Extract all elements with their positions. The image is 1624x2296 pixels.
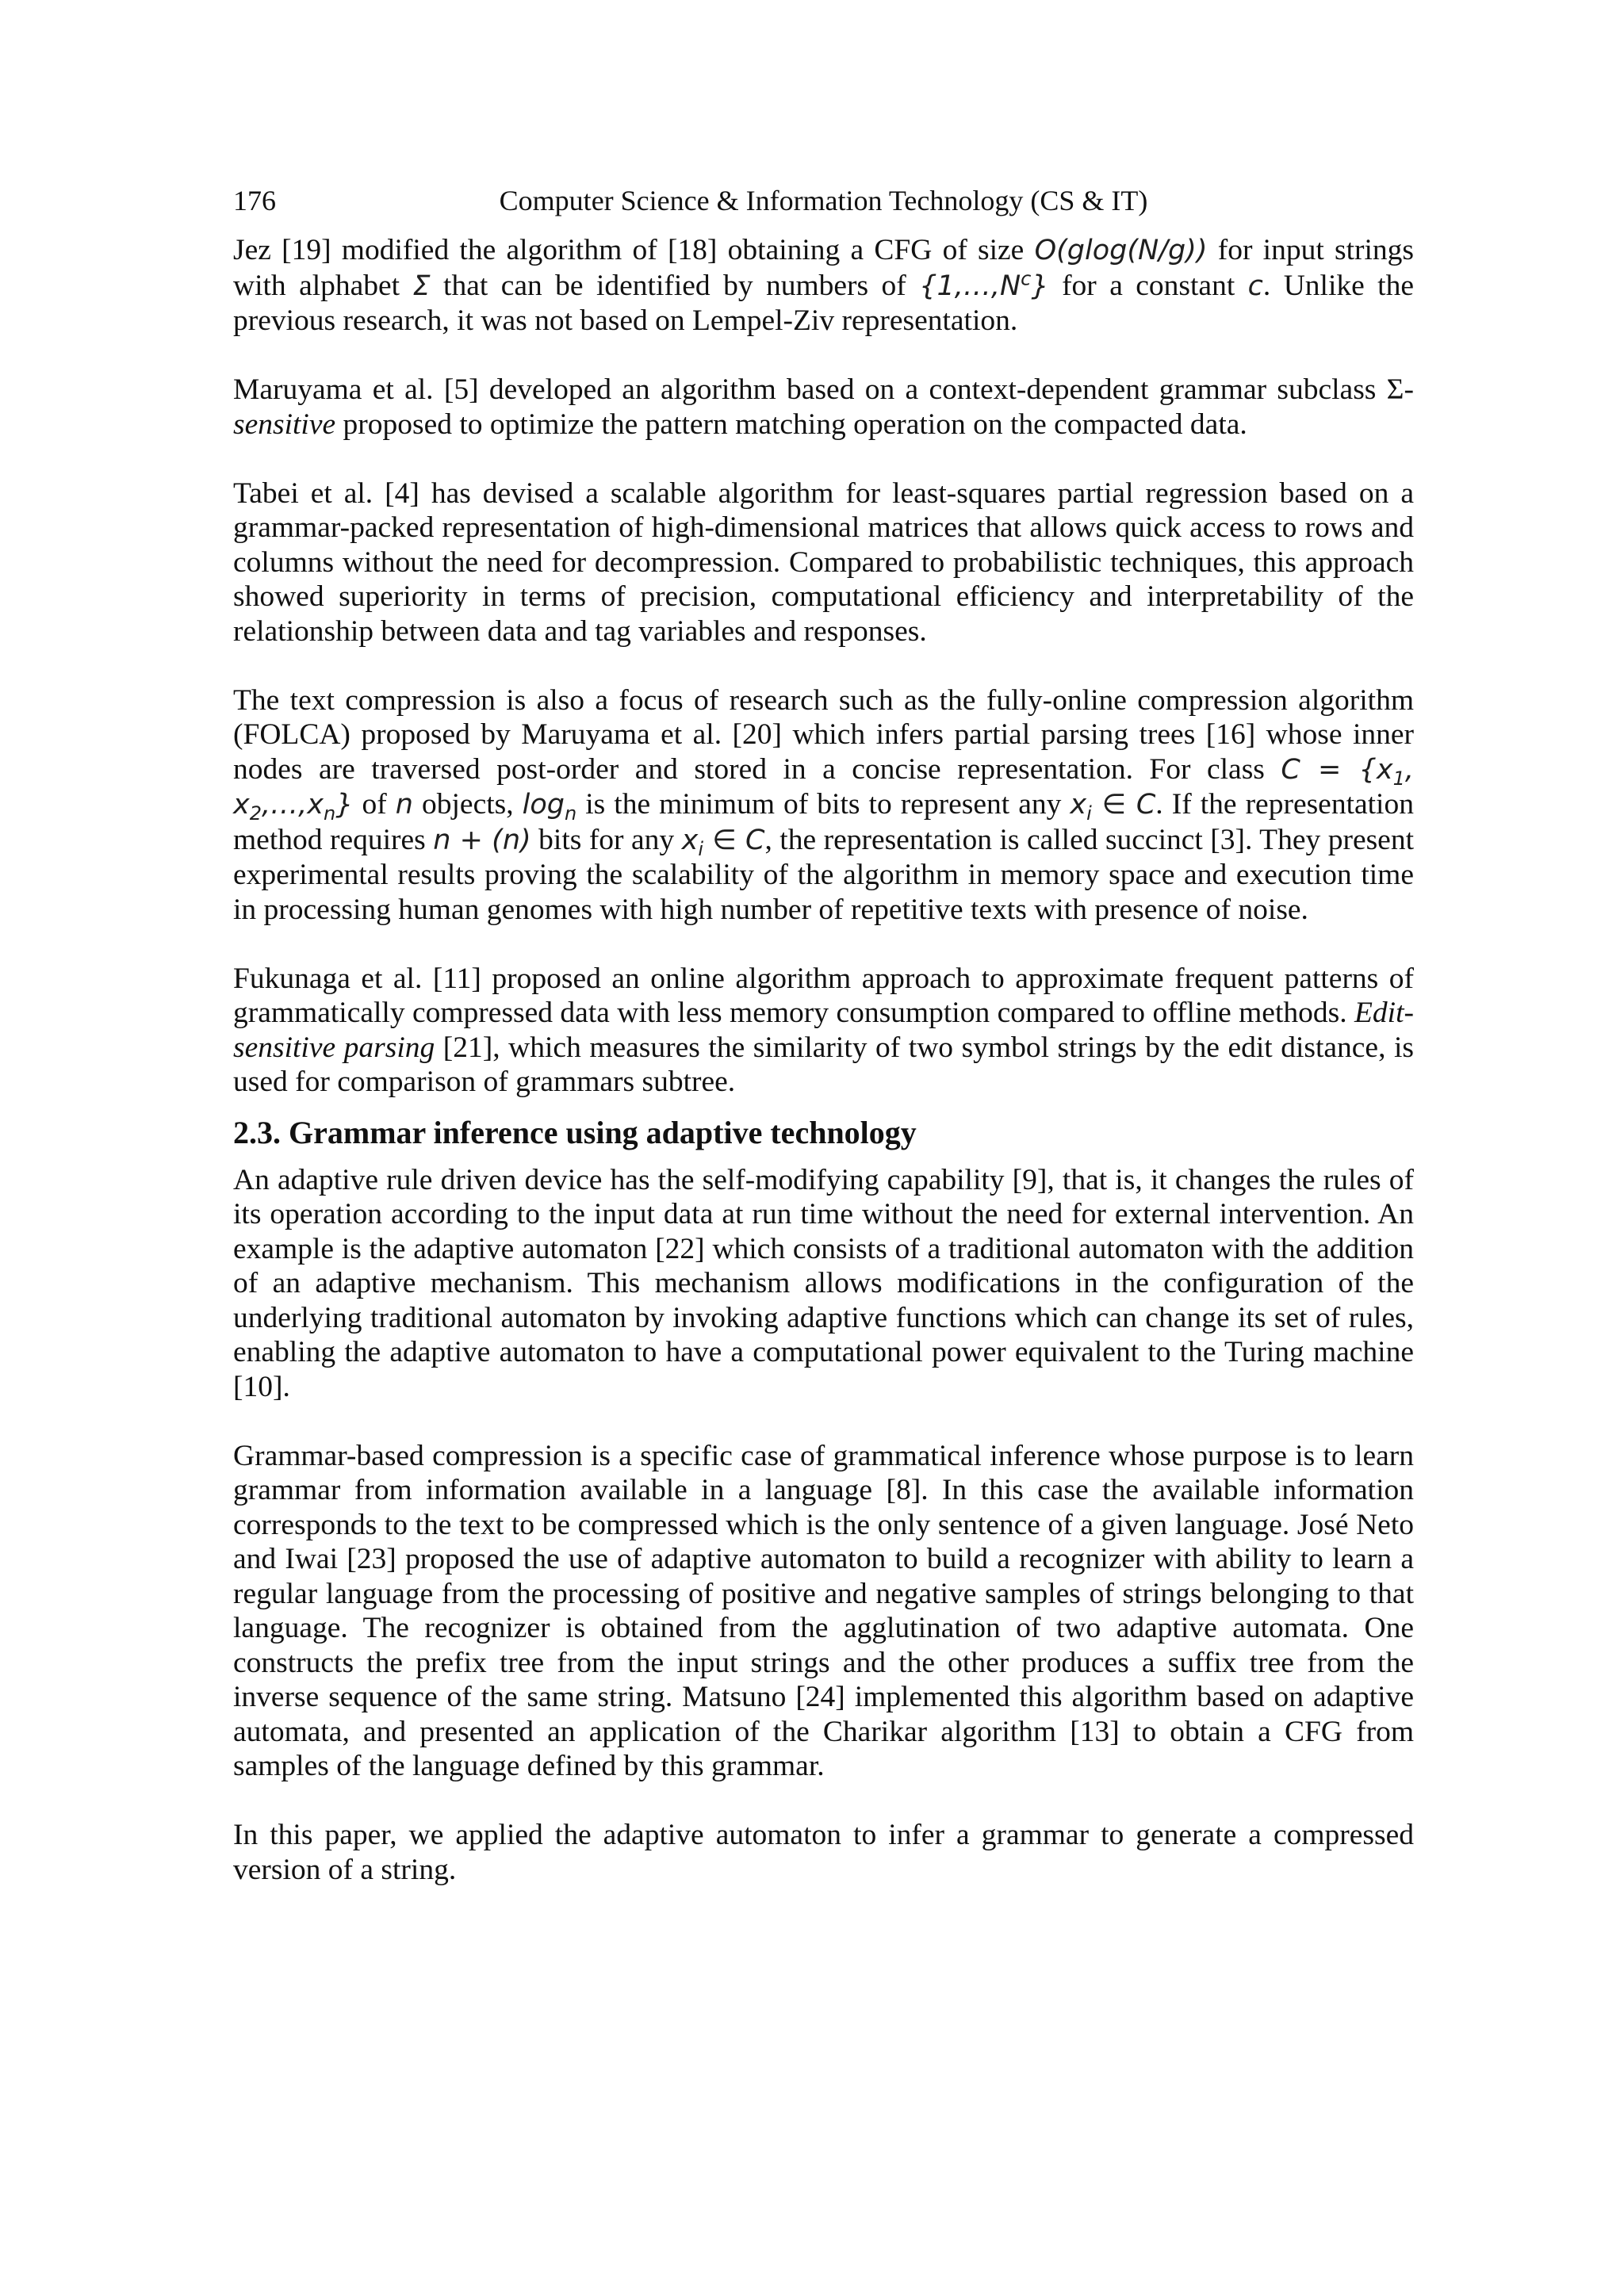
math-part: } [1031, 270, 1049, 302]
emphasis-sensitive: sensitive [233, 408, 336, 441]
paragraph-jez [233, 233, 1414, 339]
text-span: , the representation is called succinct [3]. They present experimental results proving the scalability of the algorithm in memory space and execution time in processing human genomes with high number of repetitive texts with presence of noise. [233, 823, 1414, 926]
paragraph-maruyama [233, 373, 1414, 442]
text-span: The text compression is also a focus of research such as the fully-online compression algorithm (FOLCA) proposed by Maruyama et al. [20] which infers partial parsing trees [16] whose inner nodes are traversed post-order and stored in a concise representation. For class [233, 683, 1414, 786]
math-part: log [522, 789, 565, 821]
text-span: that can be identified by numbers of [430, 269, 920, 302]
math-element-of [681, 824, 765, 860]
text-span: . If the representation method requires [233, 788, 1414, 856]
emphasis-edit-sensitive-parsing: Edit-sensitive parsing [233, 997, 1414, 1064]
math-alphabet: Σ [412, 270, 431, 302]
text-span: . Unlike the previous research, it was not based on Lempel-Ziv representation. [233, 269, 1414, 337]
paragraph-fukunaga [233, 962, 1414, 1100]
text-span: Jez [19] modified the algorithm of [18] obtaining a CFG of size [233, 234, 1035, 266]
math-constant: c [1247, 270, 1263, 302]
text-span: Maruyama et al. [5] developed an algorithm based on a context-dependent grammar subclass Σ- [233, 373, 1414, 406]
text-span: Fukunaga et al. [11] proposed an online algorithm approach to approximate frequent patterns of grammatically compressed data with less memory consumption compared to offline methods. [233, 962, 1414, 1029]
page-header [233, 182, 1414, 220]
text-span: of [353, 788, 396, 821]
text-span: [21], which measures the similarity of two symbol strings by the edit distance, is used for comparison of grammars subtree. [233, 1031, 1414, 1098]
text-span: bits for any [530, 823, 682, 856]
paragraph-adaptive-device: An adaptive rule driven device has the self-modifying capability [9], that is, it changes the rules of its operation according to the input data at run time without the need for external intervention. An example is the adaptive automaton [22] which consists of a traditional automaton with the addition of an adaptive mechanism. This mechanism allows modifications in the configuration of the underlying traditional automaton by invoking adaptive functions which can change its set of rules, enabling the adaptive automaton to have a computational power equivalent to the Turing machine [10]. [233, 1163, 1414, 1403]
running-title: Computer Science & Information Technology (CS & IT) [499, 185, 1148, 216]
math-part: ,…,x [262, 789, 324, 821]
math-part: ∈ C [1091, 789, 1156, 821]
math-subscript: i [698, 837, 704, 860]
section-heading: 2.3. Grammar inference using adaptive technology [233, 1114, 917, 1150]
math-bits-required: n + (n) [433, 824, 531, 856]
math-subscript: n [323, 802, 336, 825]
math-n: n [395, 789, 413, 821]
body-text [233, 233, 1414, 1922]
math-subscript: 1 [1392, 767, 1405, 790]
math-part: C = {x [1281, 753, 1393, 786]
math-part: {1,…,N [919, 270, 1021, 302]
math-part: ∈ C [703, 824, 765, 856]
page-number: 176 [233, 185, 276, 216]
math-log-n [522, 789, 577, 825]
math-part: } [335, 789, 354, 821]
math-subscript: 2 [249, 802, 262, 825]
paragraph-grammar-compression: Grammar-based compression is a specific case of grammatical inference whose purpose is to learn grammar from information available in a language [8]. In this case the available information corresponds to the text to be compressed which is the only sentence of a given language. José Neto and Iwai [23] proposed the use of adaptive automaton to build a recognizer with ability to learn a regular language from the processing of positive and negative samples of strings belonging to that language. The recognizer is obtained from the agglutination of two adaptive automata. One constructs the prefix tree from the input strings and the other produces a suffix tree from the inverse sequence of the same string. Matsuno [24] implemented this algorithm based on adaptive automata, and presented an application of the Charikar algorithm [13] to obtain a CFG from samples of the language defined by this grammar. [233, 1439, 1414, 1782]
math-part: x [681, 824, 699, 856]
paragraph-tabei: Tabei et al. [4] has devised a scalable algorithm for least-squares partial regression based on a grammar-packed representation of high-dimensional matrices that allows quick access to rows and columns without the need for decompression. Compared to probabilistic techniques, this approach showed superiority in terms of precision, computational efficiency and interpretability of the relationship between data and tag variables and responses. [233, 476, 1414, 648]
math-part: , x [233, 753, 1415, 821]
math-number-set [919, 266, 1049, 302]
paragraph-folca [233, 683, 1414, 928]
math-superscript: c [1021, 266, 1032, 289]
math-part: x [1070, 789, 1087, 821]
text-span: for input strings with alphabet [233, 234, 1414, 302]
paragraph-this-paper: In this paper, we applied the adaptive automaton to infer a grammar to generate a compressed version of a string. [233, 1819, 1414, 1886]
text-span: objects, [412, 788, 523, 821]
math-subscript: i [1086, 802, 1092, 825]
math-element-of [1070, 789, 1156, 825]
math-subscript: n [565, 802, 577, 825]
text-span: proposed to optimize the pattern matching operation on the compacted data. [335, 408, 1247, 441]
math-grammar-size: O(glog(N/g)) [1034, 235, 1208, 266]
text-span: for a constant [1048, 269, 1248, 302]
text-span: is the minimum of bits to represent any [576, 788, 1071, 821]
